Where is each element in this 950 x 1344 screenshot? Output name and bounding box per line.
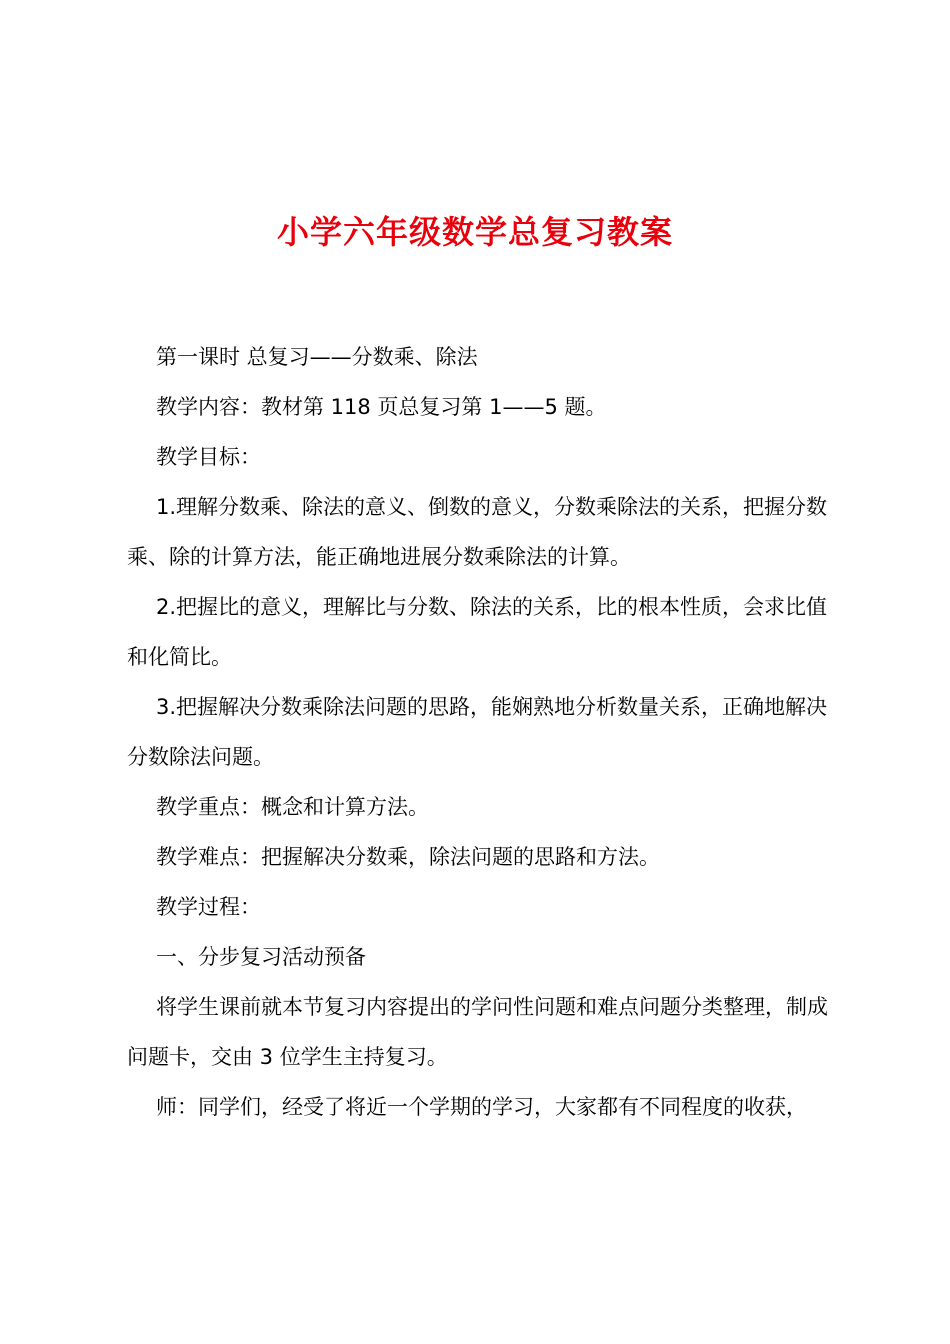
paragraph-lesson-heading: 第一课时 总复习——分数乘、除法: [156, 345, 478, 369]
paragraph-difficulties: 教学难点：把握解决分数乘，除法问题的思路和方法。: [156, 845, 660, 869]
paragraph-goal-2: 2.把握比的意义，理解比与分数、除法的关系，比的根本性质，会求比值和化简比。: [127, 595, 828, 669]
paragraph-process-heading: 教学过程：: [156, 895, 261, 919]
paragraph-goal-1: 1.理解分数乘、除法的意义、倒数的意义，分数乘除法的关系，把握分数乘、除的计算方法，能正确地进展分数乘除法的计算。: [127, 495, 828, 569]
paragraph-preparation: 将学生课前就本节复习内容提出的学问性问题和难点问题分类整理，制成问题卡，交由 3 位学生主持复习。: [127, 995, 828, 1069]
paragraph-teaching-content: 教学内容：教材第 118 页总复习第 1——5 题。: [156, 395, 607, 419]
paragraph-goal-3: 3.把握解决分数乘除法问题的思路，能娴熟地分析数量关系，正确地解决分数除法问题。: [127, 695, 828, 769]
paragraph-key-points: 教学重点：概念和计算方法。: [156, 795, 429, 819]
paragraph-section-1: 一、分步复习活动预备: [156, 945, 366, 969]
paragraph-teacher-speech: 师：同学们，经受了将近一个学期的学习，大家都有不同程度的收获，: [156, 1095, 807, 1119]
document-body: [127, 332, 847, 1132]
paragraph-teaching-goals-heading: 教学目标：: [156, 445, 261, 469]
document-title: 小学六年级数学总复习教案: [276, 213, 673, 251]
